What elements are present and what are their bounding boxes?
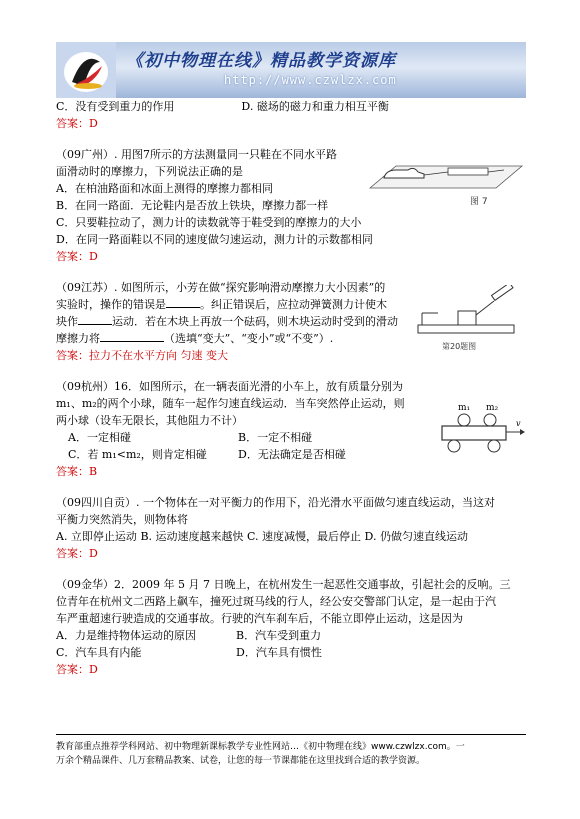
q4-answer: 答案：D (56, 547, 98, 560)
q2-line3-pre: 块作 (56, 315, 78, 328)
q4-stem-line: （09四川自贡）. 一个物体在一对平衡力的作用下，沿光滑水平面做匀速直线运动，当这对 (56, 496, 495, 509)
q5-options-row (56, 627, 526, 644)
q3-stem-line: 两小球（设车无限长，其他阻力不计） (56, 414, 243, 427)
q4-option-c: C. 速度减慢，最后停止 (247, 530, 362, 543)
q5-option-b: B．汽车受到重力 (236, 629, 322, 642)
banner-title: 《初中物理在线》精品教学资源库 (126, 51, 396, 71)
fig-label-v: v (516, 419, 521, 428)
q2-answer: 答案：拉力不在水平方向 匀速 变大 (56, 349, 228, 362)
q5-option-d: D．汽车具有惯性 (236, 646, 322, 659)
q0-answer: 答案：D (56, 117, 98, 130)
q1-stem-line: （09广州）. 用图7所示的方法测量同一只鞋在不同水平路 (56, 148, 337, 161)
footer-line-1: 教育部重点推荐学科网站、初中物理新课标教学专业性网站…《初中物理在线》www.czwlzx.com。一 (56, 742, 465, 752)
q3-option-b: B．一定不相碰 (238, 431, 313, 444)
site-logo-icon (56, 42, 116, 98)
q1-option: C．只要鞋拉动了，测力计的读数就等于鞋受到的摩擦力的大小 (56, 216, 362, 229)
q2-line2-post: 。纠正错误后，应拉动弹簧测力计使木 (200, 298, 387, 311)
fig-label-m1: m₁ (458, 403, 471, 413)
q1-option: D．在同一路面鞋以不同的速度做匀速运动，测力计的示数都相同 (56, 233, 373, 246)
q2-blank-1 (166, 296, 200, 308)
q2-blank-3 (100, 330, 164, 342)
figure-7-label: 图 7 (470, 197, 488, 207)
q5-options-row (56, 644, 526, 661)
q0-options-line (56, 98, 526, 115)
figure-cart-balls (432, 398, 526, 470)
q5-stem-line: （09金华）2．2009 年 5 月 7 日晚上，在杭州发生一起恶性交通事故，引起社会的反响。三 (56, 578, 511, 591)
q1-option: B．在同一路面．无论鞋内是否放上铁块，摩擦力都一样 (56, 199, 329, 212)
q2-stem-line: （09江苏）. 如图所示，小芳在做“探究影响滑动摩擦力大小因素”的 (56, 281, 386, 294)
q5-answer: 答案：D (56, 663, 98, 676)
footer-line-2: 万余个精品课件、几万套精品教案、试卷，让您的每一节课都能在这里找到合适的教学资源。 (56, 756, 426, 766)
q1-answer: 答案：D (56, 250, 98, 263)
header-banner (56, 42, 526, 98)
q5-stem-line: 车严重超速行驶造成的交通事故。行驶的汽车刹车后，不能立即停止运动，这是因为 (56, 612, 463, 625)
q3-option-c: C．若 m₁<m₂，则肯定相碰 (68, 448, 207, 461)
q1-option: A．在柏油路面和冰面上测得的摩擦力都相同 (56, 182, 273, 195)
q5-option-c: C．汽车具有内能 (56, 646, 142, 659)
q2-line4-pre: 摩擦力将 (56, 332, 100, 345)
q2-blank-2 (78, 313, 112, 325)
q4-option-d: D. 仍做匀速直线运动 (364, 530, 468, 543)
q0-option-c: C．没有受到重力的作用 (56, 100, 175, 113)
q1-stem-line: 面滑动时的摩擦力，下列说法正确的是 (56, 165, 243, 178)
q2-line4-post: （选填“变大”、“变小”或“不变”）. (164, 332, 334, 345)
q3-stem-line: m₁、m₂的两个小球，随车一起作匀速直线运动．当车突然停止运动，则 (56, 397, 405, 410)
page-footer (56, 734, 526, 768)
figure-7-shoe-friction (366, 148, 526, 208)
q2-line3-post: 运动．若在木块上再放一个砝码，则木块运动时受到的滑动 (112, 315, 398, 328)
q4-stem-line: 平衡力突然消失，则物体将 (56, 513, 188, 526)
q4-option-a: A. 立即停止运动 (56, 530, 137, 543)
q3-stem-line: （09杭州）16．如图所示，在一辆表面光滑的小车上，放有质量分别为 (56, 380, 403, 393)
q5-option-a: A．力是维持物体运动的原因 (56, 629, 196, 642)
q3-option-a: A．一定相碰 (68, 431, 131, 444)
q5-stem-line: 位青年在杭州文二西路上飙车，撞死过斑马线的行人，经公安交警部门认定，是一起由于汽 (56, 595, 496, 608)
q4-option-b: B. 运动速度越来越快 (140, 530, 244, 543)
q4-options-row (56, 528, 526, 545)
q3-answer: 答案：B (56, 465, 98, 478)
q0-option-d: D. 磁场的磁力和重力相互平衡 (241, 100, 389, 113)
q2-line2-pre: 实验时，操作的错误是 (56, 298, 166, 311)
q3-option-d: D．无法确定是否相碰 (238, 448, 346, 461)
figure-20-label: 第20题图 (442, 342, 477, 351)
fig-label-m2: m₂ (486, 403, 499, 413)
figure-20-block-experiment (414, 285, 524, 355)
banner-url: http://www.czwlzx.com (224, 73, 397, 87)
